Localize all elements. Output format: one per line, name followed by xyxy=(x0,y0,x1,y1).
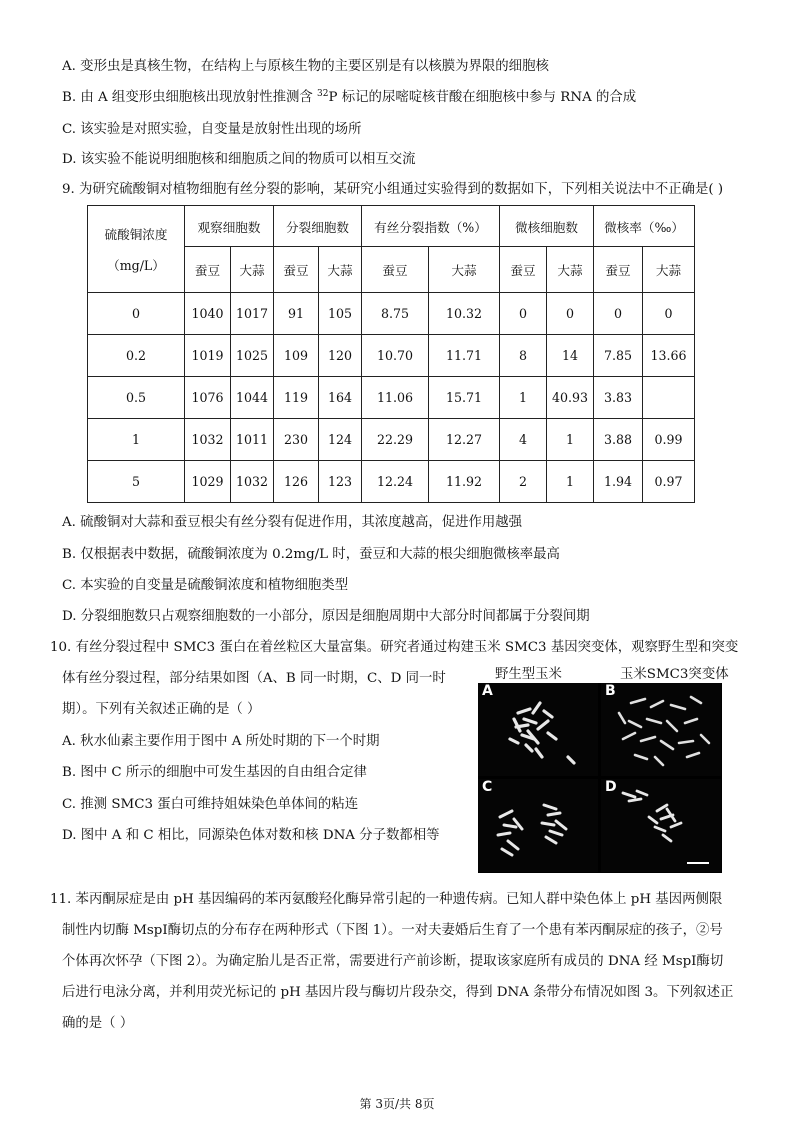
table-cell: 7.85 xyxy=(594,335,643,377)
table-cell: 11.71 xyxy=(429,335,500,377)
table-cell: 1040 xyxy=(185,293,231,335)
q10-option-c: C. 推测 SMC3 蛋白可维持姐妹染色单体间的粘连 xyxy=(62,797,359,812)
table-cell: 0 xyxy=(594,293,643,335)
q10-option-a: A. 秋水仙素主要作用于图中 A 所处时期的下一个时期 xyxy=(62,734,380,749)
table-cell: 12.27 xyxy=(429,419,500,461)
subheader-garlic: 大蒜 xyxy=(231,247,274,293)
table-cell: 1.94 xyxy=(594,461,643,503)
micrograph-panel-c xyxy=(478,779,598,872)
table-cell: 1 xyxy=(547,419,594,461)
table-cell: 230 xyxy=(274,419,319,461)
header-observed-cells: 观察细胞数 xyxy=(185,206,274,247)
chromosomes-panel-d xyxy=(601,779,721,872)
header-micronucleus-cells: 微核细胞数 xyxy=(500,206,594,247)
table-cell: 3.83 xyxy=(594,377,643,419)
subheader-garlic: 大蒜 xyxy=(547,247,594,293)
subheader-broad-bean: 蚕豆 xyxy=(362,247,429,293)
table-cell: 0 xyxy=(643,293,695,335)
table-cell: 1017 xyxy=(231,293,274,335)
table-cell: 40.93 xyxy=(547,377,594,419)
q9-stem: 9. 为研究硫酸铜对植物细胞有丝分裂的影响，某研究小组通过实验得到的数据如下，下列相关说法中不正确是( ) xyxy=(62,182,724,197)
figure-title-wild-type: 野生型玉米 xyxy=(495,667,562,682)
panel-label-a: A xyxy=(482,683,493,699)
table-cell: 1 xyxy=(88,419,185,461)
table-cell: 13.66 xyxy=(643,335,695,377)
micrograph-panel-a xyxy=(478,683,598,776)
table-cell: 105 xyxy=(319,293,362,335)
table-cell: 91 xyxy=(274,293,319,335)
table-cell: 0 xyxy=(547,293,594,335)
subheader-broad-bean: 蚕豆 xyxy=(274,247,319,293)
table-cell: 0.97 xyxy=(643,461,695,503)
chromosomes-panel-a xyxy=(478,683,598,776)
table-cell: 0.5 xyxy=(88,377,185,419)
table-cell: 0 xyxy=(88,293,185,335)
subheader-garlic: 大蒜 xyxy=(319,247,362,293)
micrograph-panel-b xyxy=(601,683,721,776)
table-cell: 8 xyxy=(500,335,547,377)
table-row xyxy=(88,293,695,335)
table-cell: 11.92 xyxy=(429,461,500,503)
copper-sulfate-data-table xyxy=(87,205,695,503)
q10-stem-line-3: 期）。下列有关叙述正确的是（ ） xyxy=(62,702,261,717)
subheader-garlic: 大蒜 xyxy=(429,247,500,293)
q8-option-a: A. 变形虫是真核生物，在结构上与原核生物的主要区别是有以核膜为界限的细胞核 xyxy=(62,59,549,74)
table-cell: 0.99 xyxy=(643,419,695,461)
q11-line-2: 制性内切酶 MspⅠ酶切点的分布存在两种形式（下图 1）。一对夫妻婚后生育了一个患有苯丙酮尿症的孩子，②号 xyxy=(62,923,723,938)
panel-label-c: C xyxy=(482,779,493,795)
subheader-broad-bean: 蚕豆 xyxy=(594,247,643,293)
table-cell: 1032 xyxy=(231,461,274,503)
q10-option-d: D. 图中 A 和 C 相比，同源染色体对数和核 DNA 分子数都相等 xyxy=(62,828,440,843)
subheader-broad-bean: 蚕豆 xyxy=(500,247,547,293)
table-cell: 1 xyxy=(500,377,547,419)
table-cell: 22.29 xyxy=(362,419,429,461)
micrograph-panel-d xyxy=(601,779,721,872)
table-cell: 0 xyxy=(500,293,547,335)
table-cell: 164 xyxy=(319,377,362,419)
table-cell: 1076 xyxy=(185,377,231,419)
table-cell: 1011 xyxy=(231,419,274,461)
q8-option-d: D. 该实验不能说明细胞核和细胞质之间的物质可以相互交流 xyxy=(62,152,416,167)
table-row xyxy=(88,461,695,503)
subheader-broad-bean: 蚕豆 xyxy=(185,247,231,293)
table-cell: 5 xyxy=(88,461,185,503)
table-cell: 1029 xyxy=(185,461,231,503)
table-cell: 120 xyxy=(319,335,362,377)
chromosomes-panel-c xyxy=(478,779,598,872)
q8-option-b: B. 由 A 组变形虫细胞核出现放射性推测含 $^{32}$P 标记的尿嘧啶核苷酸在细胞核中参与 RNA 的合成 xyxy=(62,89,637,105)
table-cell: 2 xyxy=(500,461,547,503)
q11-line-1: 11. 苯丙酮尿症是由 pH 基因编码的苯丙氨酸羟化酶异常引起的一种遗传病。已知人群中染色体上 pH 基因两侧限 xyxy=(50,892,723,907)
table-cell: 11.06 xyxy=(362,377,429,419)
header-mitotic-index: 有丝分裂指数（%） xyxy=(362,206,500,247)
table-cell: 109 xyxy=(274,335,319,377)
q9-option-c: C. 本实验的自变量是硫酸铜浓度和植物细胞类型 xyxy=(62,578,349,593)
table-cell: 12.24 xyxy=(362,461,429,503)
table-cell: 1044 xyxy=(231,377,274,419)
table-cell: 0.2 xyxy=(88,335,185,377)
subheader-garlic: 大蒜 xyxy=(643,247,695,293)
q10-stem-line-1: 10. 有丝分裂过程中 SMC3 蛋白在着丝粒区大量富集。研究者通过构建玉米 SMC3 基因突变体，观察野生型和突变 xyxy=(50,640,739,655)
header-micronucleus-rate: 微核率（‰） xyxy=(594,206,695,247)
table-cell: 8.75 xyxy=(362,293,429,335)
header-dividing-cells: 分裂细胞数 xyxy=(274,206,362,247)
q9-option-a: A. 硫酸铜对大蒜和蚕豆根尖有丝分裂有促进作用，其浓度越高，促进作用越强 xyxy=(62,515,523,530)
concentration-header: 硫酸铜浓度 （mg/L） xyxy=(88,206,185,293)
table-cell: 126 xyxy=(274,461,319,503)
chromosome-micrograph-figure xyxy=(478,683,722,873)
table-cell: 10.32 xyxy=(429,293,500,335)
table-row xyxy=(88,419,695,461)
table-cell: 10.70 xyxy=(362,335,429,377)
q10-stem-line-2: 体有丝分裂过程，部分结果如图（A、B 同一时期，C、D 同一时 xyxy=(62,671,446,686)
q11-line-5: 确的是（ ） xyxy=(62,1016,134,1031)
figure-title-mutant: 玉米SMC3突变体 xyxy=(620,667,729,682)
panel-label-d: D xyxy=(605,779,617,795)
table-cell: 1025 xyxy=(231,335,274,377)
table-cell xyxy=(643,377,695,419)
table-cell: 123 xyxy=(319,461,362,503)
table-cell: 1 xyxy=(547,461,594,503)
table-cell: 3.88 xyxy=(594,419,643,461)
table-cell: 4 xyxy=(500,419,547,461)
table-row xyxy=(88,335,695,377)
table-cell: 1019 xyxy=(185,335,231,377)
page-footer: 第 3页/共 8页 xyxy=(359,1097,435,1111)
panel-label-b: B xyxy=(605,683,616,699)
table-cell: 124 xyxy=(319,419,362,461)
q9-option-d: D. 分裂细胞数只占观察细胞数的一小部分，原因是细胞周期中大部分时间都属于分裂间期 xyxy=(62,609,590,624)
table-cell: 1032 xyxy=(185,419,231,461)
scale-bar xyxy=(687,862,709,864)
table-cell: 14 xyxy=(547,335,594,377)
q8-option-c: C. 该实验是对照实验，自变量是放射性出现的场所 xyxy=(62,122,362,137)
table-cell: 15.71 xyxy=(429,377,500,419)
q11-line-4: 后进行电泳分离，并利用荧光标记的 pH 基因片段与酶切片段杂交，得到 DNA 条带分布情况如图 3。下列叙述正 xyxy=(62,985,734,1000)
chromosomes-panel-b xyxy=(601,683,721,776)
table-row xyxy=(88,377,695,419)
q10-option-b: B. 图中 C 所示的细胞中可发生基因的自由组合定律 xyxy=(62,765,367,780)
q11-line-3: 个体再次怀孕（下图 2）。为确定胎儿是否正常，需要进行产前诊断，提取该家庭所有成员的 DNA 经 MspⅠ酶切 xyxy=(62,954,724,969)
q9-option-b: B. 仅根据表中数据，硫酸铜浓度为 0.2mg/L 时，蚕豆和大蒜的根尖细胞微核率最高 xyxy=(62,547,560,562)
table-cell: 119 xyxy=(274,377,319,419)
